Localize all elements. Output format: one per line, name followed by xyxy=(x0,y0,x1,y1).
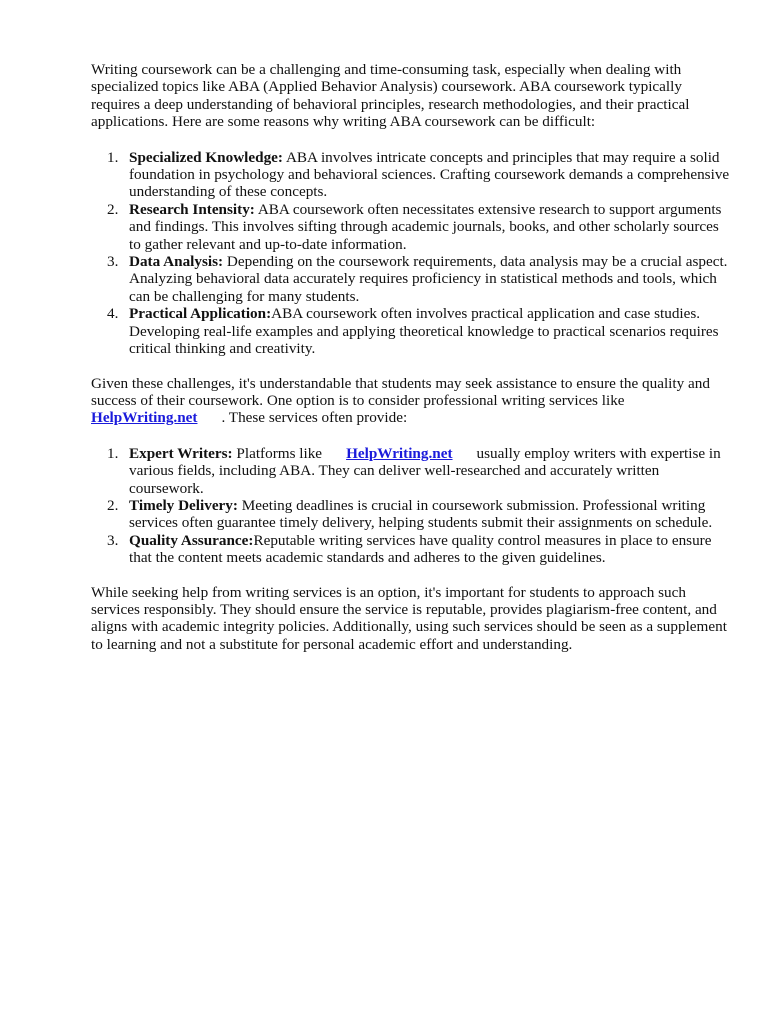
service-item-2 xyxy=(91,497,731,532)
reason-number: 4. xyxy=(107,305,119,323)
reason-text: ABA coursework often involves practical application and case studies. Developing real-life examples and applying theoretical knowledge to practical scenarios requires critical thinking and creativity. xyxy=(129,305,719,358)
service-text: Platforms like xyxy=(232,444,323,462)
services-list xyxy=(91,445,731,567)
reason-text: ABA involves intricate concepts and principles that may require a solid foundation in psychology and behavioral sciences. Crafting coursework demands a comprehensive understanding of these concepts. xyxy=(129,148,730,201)
service-number: 3. xyxy=(107,531,119,549)
reason-item-3 xyxy=(91,253,731,305)
intro-paragraph: Writing coursework can be a challenging and time-consuming task, especially when dealing with specialized topics like ABA (Applied Behavior Analysis) coursework. ABA coursework typically requires a deep understanding of behavioral principles, research methodologies, and their practical applications. Here are some reasons why writing ABA coursework can be difficult: xyxy=(91,61,690,131)
service-title: Timely Delivery: xyxy=(129,496,238,514)
reason-title: Research Intensity: xyxy=(129,200,255,218)
reason-item-4 xyxy=(91,305,731,357)
reason-text: ABA coursework often necessitates extensive research to support arguments and findings. This involves sifting through academic journals, books, and other scholarly sources to gather relevant and up-to-date information. xyxy=(129,200,722,253)
service-title: Expert Writers: xyxy=(129,444,233,462)
document-page xyxy=(91,61,731,653)
helpwriting-link[interactable]: HelpWriting.net xyxy=(91,409,198,427)
service-number: 2. xyxy=(107,496,119,514)
helpwriting-link[interactable]: HelpWriting.net xyxy=(346,444,453,462)
challenges-text-after: . These services often provide: xyxy=(221,409,408,427)
service-text: Meeting deadlines is crucial in coursework submission. Professional writing services often guarantee timely delivery, helping students submit their assignments on schedule. xyxy=(129,496,713,532)
closing-paragraph: While seeking help from writing services is an option, it's important for students to approach such services responsibly. They should ensure the service is reputable, provides plagiarism-free content, and aligns with academic integrity policies. Additionally, using such services should be seen as a supplement to learning and not a substitute for personal academic effort and understanding. xyxy=(91,583,727,653)
challenges-paragraph xyxy=(91,375,731,427)
reason-item-1 xyxy=(91,149,731,201)
reason-number: 3. xyxy=(107,253,119,271)
reason-item-2 xyxy=(91,201,731,253)
reasons-list xyxy=(91,149,731,358)
service-title: Quality Assurance: xyxy=(129,531,254,549)
service-text-after: usually employ writers with expertise in various fields, including ABA. They can deliver well-researched and accurately written coursework. xyxy=(129,444,721,497)
reason-title: Data Analysis: xyxy=(129,253,224,271)
reason-number: 2. xyxy=(107,200,119,218)
service-item-1 xyxy=(91,445,731,497)
reason-title: Practical Application: xyxy=(129,305,272,323)
reason-text: Depending on the coursework requirements, data analysis may be a crucial aspect. Analyzing behavioral data accurately requires proficiency in statistical methods and tools, which can be challenging for many students. xyxy=(129,253,728,305)
service-text: Reputable writing services have quality control measures in place to ensure that the content meets academic standards and adheres to the given guidelines. xyxy=(129,531,712,567)
service-item-3 xyxy=(91,532,731,567)
reason-number: 1. xyxy=(107,148,119,166)
reason-title: Specialized Knowledge: xyxy=(129,148,283,166)
challenges-text: Given these challenges, it's understandable that students may seek assistance to ensure the quality and success of their coursework. One option is to consider professional writing services like xyxy=(91,374,710,409)
service-number: 1. xyxy=(107,444,119,462)
